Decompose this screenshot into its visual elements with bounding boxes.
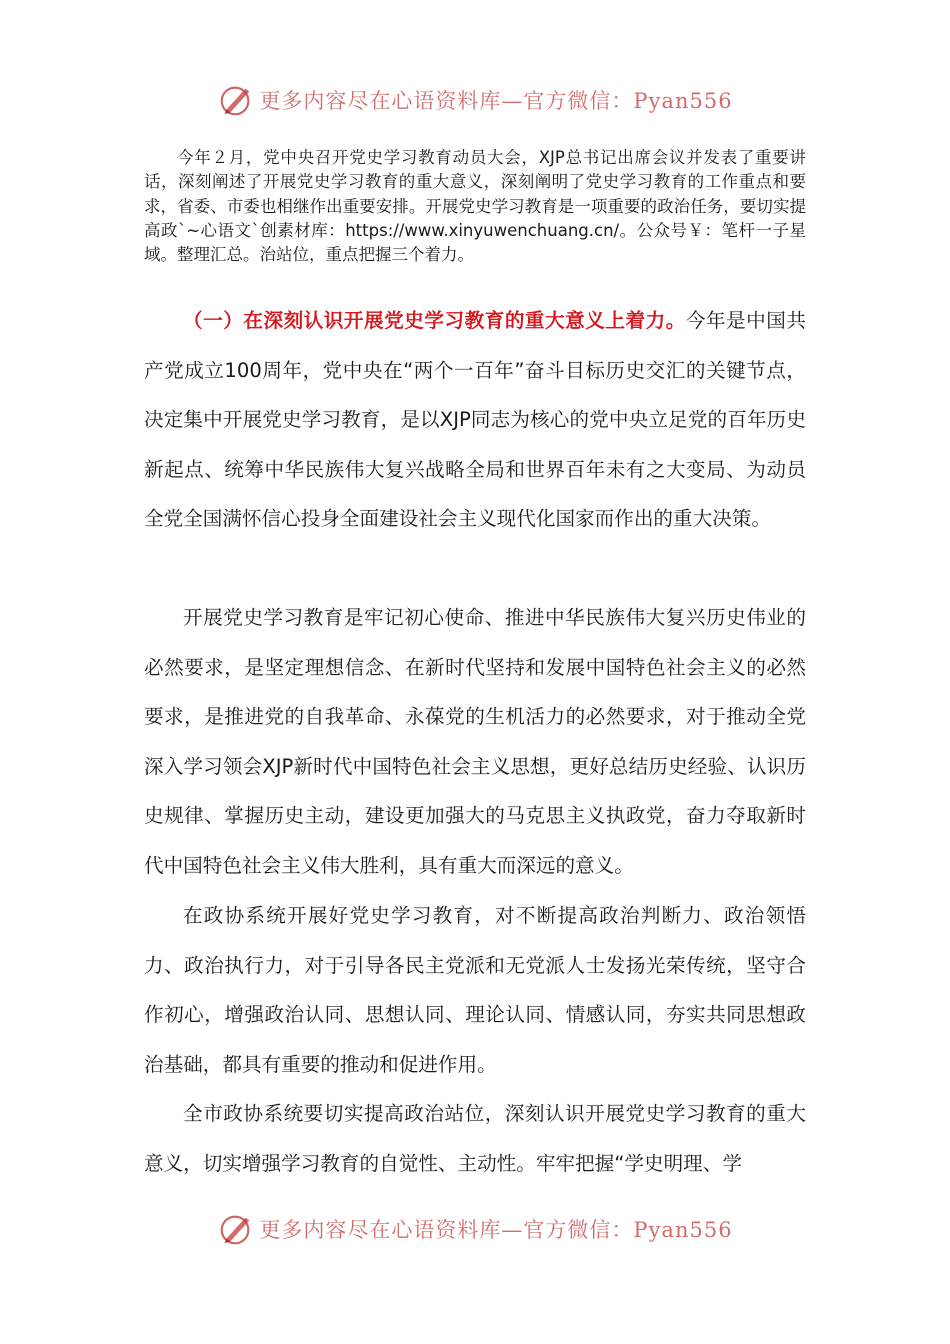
watermark-text: 更多内容尽在心语资料库—官方微信：Pyan556 xyxy=(259,89,733,113)
pen-logo-icon xyxy=(217,1210,255,1248)
paragraph-text: 今年是中国共产党成立100周年，党中央在“两个一百年”奋斗目标历史交汇的关键节点，决定集中开展党史学习教育，是以XJP同志为核心的党中央立足党的百年历史新起点、统筹中华民族伟大复兴战略全局和世界百年未有之大变局、为动员全党全国满怀信心投身全面建设社会主义现代化国家而作出的重大决策。 xyxy=(144,309,807,531)
intro-paragraph: 今年２月，党中央召开党史学习教育动员大会，XJP总书记出席会议并发表了重要讲话，深刻阐述了开展党史学习教育的重大意义，深刻阐明了党史学习教育的工作重点和要求，省委、市委也相继作出重要安排。开展党史学习教育是一项重要的政治任务，要切实提高政`~心语文`创素材库：https://www.xinyuwenchuang.cn/。公众号￥：笔杆一子星域。整理汇总。治站位，重点把握三个着力。 xyxy=(144,148,806,265)
body-paragraph-3: 在政协系统开展好党史学习教育，对不断提高政治判断力、政治领悟力、政治执行力，对于引导各民主党派和无党派人士发扬光荣传统，坚守合作初心，增强政治认同、思想认同、理论认同、情感认同，夯实共同思想政治基础，都具有重要的推动和促进作用。 xyxy=(144,904,806,1076)
body-paragraph-4: 全市政协系统要切实提高政治站位，深刻认识开展党史学习教育的重大意义，切实增强学习教育的自觉性、主动性。牢牢把握“学史明理、学 xyxy=(144,1102,806,1175)
body-paragraph-1 xyxy=(144,296,806,544)
body-paragraph-2: 开展党史学习教育是牢记初心使命、推进中华民族伟大复兴历史伟业的必然要求，是坚定理想信念、在新时代坚持和发展中国特色社会主义的必然要求，是推进党的自我革命、永葆党的生机活力的必然要求，对于推动全党深入学习领会XJP新时代中国特色社会主义思想，更好总结历史经验、认识历史规律、掌握历史主动，建设更加强大的马克思主义执政党，奋力夺取新时代中国特色社会主义伟大胜利，具有重大而深远的意义。 xyxy=(144,606,806,877)
watermark-banner-top xyxy=(0,80,950,120)
watermark-banner-bottom xyxy=(0,1209,950,1249)
section-heading: （一）在深刻认识开展党史学习教育的重大意义上着力。 xyxy=(183,309,686,332)
watermark-text: 更多内容尽在心语资料库—官方微信：Pyan556 xyxy=(259,1218,733,1242)
pen-logo-icon xyxy=(217,81,255,119)
